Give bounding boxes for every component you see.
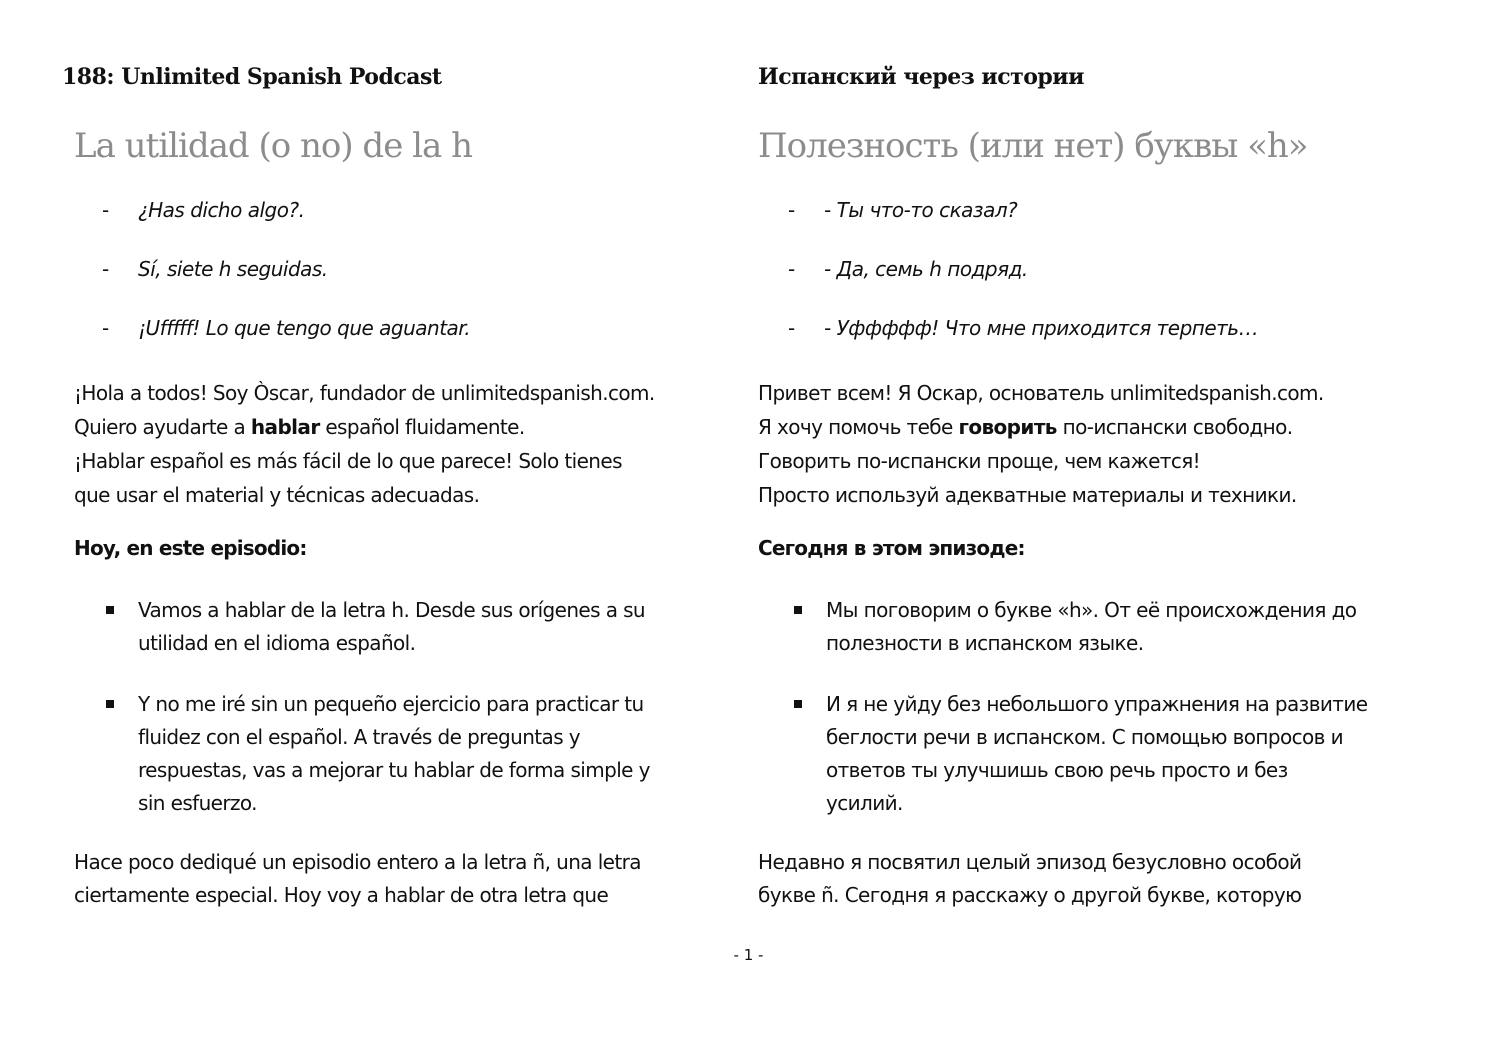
square-bullet-icon: [106, 606, 114, 614]
dialogue-list: [102, 198, 470, 375]
intro-bold-word: говорить: [958, 415, 1057, 439]
intro-line: [758, 410, 1324, 444]
dialogue-text: - Да, семь h подряд.: [824, 257, 1028, 281]
dialogue-dash: -: [788, 198, 795, 222]
dialogue-text: - Уффффф! Что мне приходится терпеть…: [824, 316, 1259, 340]
bullet-list: [106, 688, 650, 820]
closing-line: букве ñ. Сегодня я расскажу о другой букве, которую: [758, 883, 1302, 907]
podcast-header: Испанский через истории: [758, 64, 1084, 90]
bullet-line: полезности в испанском языке.: [826, 631, 1144, 655]
square-bullet-icon: [794, 700, 802, 708]
dialogue-line: [788, 257, 1258, 316]
dialogue-dash: -: [788, 257, 795, 281]
dialogue-line: [102, 198, 470, 257]
intro-bold-word: hablar: [250, 415, 320, 439]
dialogue-line: [102, 257, 470, 316]
closing-paragraph: [74, 846, 641, 912]
dialogue-line: [102, 316, 470, 375]
dialogue-dash: -: [102, 257, 109, 281]
bullet-line: Мы поговорим о букве «h». От её происхождения до: [826, 598, 1357, 622]
intro-text: Quiero ayudarte a: [74, 415, 251, 439]
closing-line: Недавно я посвятил целый эпизод безусловно особой: [758, 850, 1302, 874]
intro-paragraph: [74, 376, 655, 512]
dialogue-dash: -: [102, 198, 109, 222]
dialogue-text: ¿Has dicho algo?.: [138, 198, 305, 222]
intro-text: по-испански свободно.: [1056, 415, 1293, 439]
episode-subheading: Hoy, en este episodio:: [74, 536, 307, 560]
bullet-item: [106, 688, 650, 820]
page-title: La utilidad (o no) de la h: [74, 126, 472, 166]
square-bullet-icon: [106, 700, 114, 708]
bullet-line: И я не уйду без небольшого упражнения на развитие: [826, 692, 1368, 716]
episode-subheading: Сегодня в этом эпизоде:: [758, 536, 1025, 560]
bullet-line: усилий.: [826, 791, 903, 815]
page-number: - 1 -: [733, 946, 764, 964]
dialogue-text: ¡Ufffff! Lo que tengo que aguantar.: [138, 316, 471, 340]
bullet-line: Y no me iré sin un pequeño ejercicio para practicar tu: [138, 692, 644, 716]
closing-line: ciertamente especial. Hoy voy a hablar de otra letra que: [74, 883, 609, 907]
intro-line: ¡Hablar español es más fácil de lo que parece! Solo tienes: [74, 449, 622, 473]
intro-line: Привет всем! Я Оскар, основатель unlimitedspanish.com.: [758, 381, 1324, 405]
dialogue-text: Sí, siete h seguidas.: [138, 257, 328, 281]
dialogue-dash: -: [102, 316, 109, 340]
bullet-line: беглости речи в испанском. С помощью вопросов и: [826, 725, 1343, 749]
bullet-line: Vamos a hablar de la letra h. Desde sus orígenes a su: [138, 598, 646, 622]
dialogue-dash: -: [788, 316, 795, 340]
dialogue-line: [788, 198, 1258, 257]
bullet-line: fluidez con el español. A través de preguntas y: [138, 725, 581, 749]
square-bullet-icon: [794, 606, 802, 614]
page-title: Полезность (или нет) буквы «h»: [758, 126, 1308, 166]
bullet-list: [794, 594, 1356, 660]
podcast-header: 188: Unlimited Spanish Podcast: [62, 64, 442, 90]
intro-line: que usar el material y técnicas adecuadas.: [74, 483, 480, 507]
dialogue-list: [788, 198, 1258, 375]
bullet-line: utilidad en el idioma español.: [138, 631, 416, 655]
intro-paragraph: [758, 376, 1324, 512]
intro-line: ¡Hola a todos! Soy Òscar, fundador de unlimitedspanish.com.: [74, 381, 655, 405]
closing-paragraph: [758, 846, 1301, 912]
bullet-item: [794, 594, 1356, 660]
bullet-line: sin esfuerzo.: [138, 791, 257, 815]
intro-line: Говорить по-испански проще, чем кажется!: [758, 449, 1201, 473]
dialogue-text: - Ты что-то сказал?: [824, 198, 1018, 222]
intro-text: español fluidamente.: [319, 415, 525, 439]
bullet-item: [106, 594, 645, 660]
closing-line: Hace poco dediqué un episodio entero a la letra ñ, una letra: [74, 850, 641, 874]
bullet-list: [106, 594, 645, 660]
dialogue-line: [788, 316, 1258, 375]
intro-line: [74, 410, 655, 444]
intro-text: Я хочу помочь тебе: [758, 415, 959, 439]
bullet-line: ответов ты улучшишь свою речь просто и без: [826, 758, 1288, 782]
bullet-list: [794, 688, 1367, 820]
bullet-item: [794, 688, 1367, 820]
intro-line: Просто используй адекватные материалы и техники.: [758, 483, 1297, 507]
bullet-line: respuestas, vas a mejorar tu hablar de forma simple y: [138, 758, 650, 782]
